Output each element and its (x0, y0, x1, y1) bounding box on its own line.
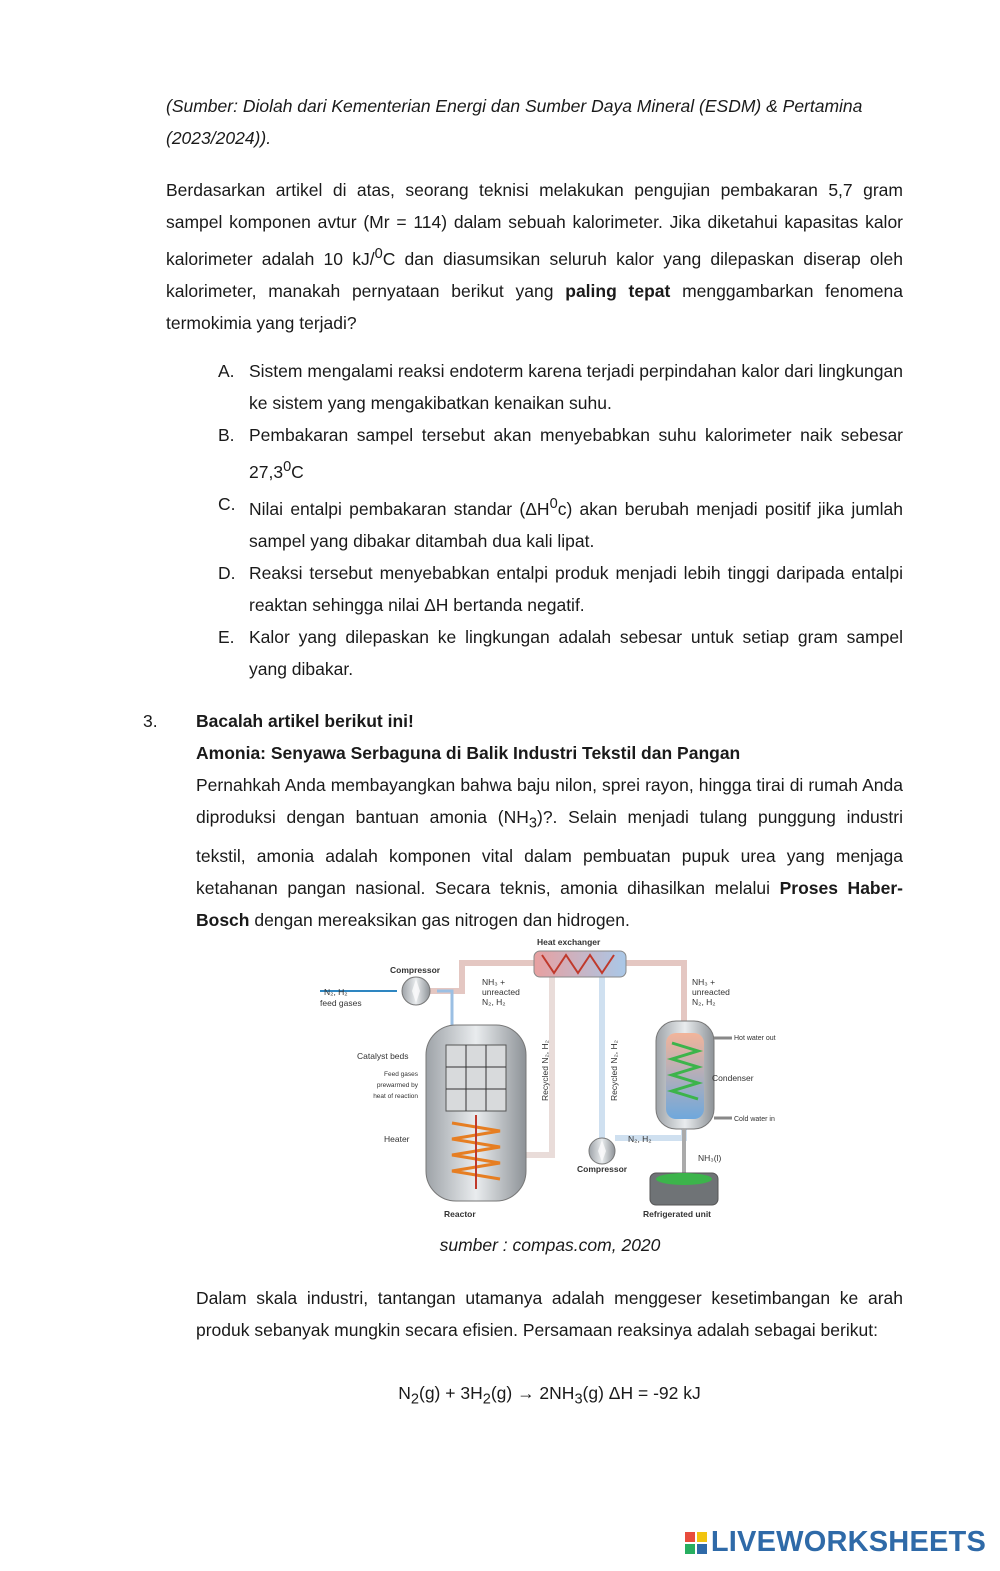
logo-icon (685, 1530, 709, 1556)
answer-options (218, 355, 903, 685)
emphasis: paling tepat (565, 280, 671, 301)
label-recycled-2: Recycled N₂, H₂ (609, 1040, 619, 1101)
label-compressor-bottom: Compressor (577, 1164, 628, 1174)
question-text: Berdasarkan artikel di atas, seorang teknisi melakukan pengujian pembakaran 5,7 gram sampel komponen avtur (Mr = 114) dalam sebuah kalorimeter. Jika diketahui kapasitas kalor kalorimeter adalah 10 kJ/$^0$C dan diasumsikan seluruh kalor yang dilepaskan diserap oleh kalorimeter, manakah pernyataan berikut yang paling tepat menggambarkan fenomena termokimia yang terjadi? (166, 180, 904, 333)
label-feed-warm-1: Feed gases (384, 1071, 418, 1078)
article-instruction: Bacalah artikel berikut ini! (196, 711, 414, 731)
label-nh3-right-1: NH₃ + (692, 977, 716, 987)
label-n2h2-bottom: N₂, H₂ (628, 1134, 652, 1144)
label-nh3-left-2: unreacted (482, 987, 520, 997)
haber-bosch-diagram (312, 933, 790, 1225)
label-feed-warm-3: heat of reaction (373, 1093, 418, 1100)
option-d[interactable]: D. Reaksi tersebut menyebabkan entalpi produk menjadi lebih tinggi daripada entalpi reaktan sehingga nilai ΔH bertanda negatif. (218, 562, 903, 615)
label-catalyst-beds: Catalyst beds (357, 1051, 409, 1061)
label-recycled-1: Recycled N₂, H₂ (540, 1040, 550, 1101)
label-nh3-left-1: NH₃ + (482, 977, 506, 987)
label-nh3-liquid: NH₃(l) (698, 1153, 722, 1163)
article-body: Pernahkah Anda membayangkan bahwa baju nilon, sprei rayon, hingga tirai di rumah Anda diproduksi dengan bantuan amonia $(NH_3)$?. Selain menjadi tulang punggung industri tekstil, amonia adalah komponen vital dalam pembuatan pupuk urea yang menjaga ketahanan pangan nasional. Secara teknis, amonia dihasilkan melalui Proses Haber-Bosch dengan mereaksikan gas nitrogen dan hidrogen. (196, 775, 904, 930)
label-nh3-right-3: N₂, H₂ (692, 997, 716, 1007)
label-cold-water-in: Cold water in (734, 1116, 775, 1123)
label-nh3-left-3: N₂, H₂ (482, 997, 506, 1007)
liveworksheets-logo[interactable] (685, 1526, 986, 1559)
paragraph-industry: Dalam skala industri, tantangan utamanya adalah menggeser kesetimbangan ke arah produk sebanyak mungkin secara efisien. Persamaan reaksinya adalah sebagai berikut: (196, 1288, 903, 1340)
article (196, 705, 903, 936)
option-e[interactable]: E. Kalor yang dilepaskan ke lingkungan adalah sebesar untuk setiap gram sampel yang dibakar. (218, 626, 903, 679)
source-note: (Sumber: Diolah dari Kementerian Energi dan Sumber Daya Mineral (ESDM) & Pertamina (2023/2024)). (166, 96, 863, 148)
label-hot-water-out: Hot water out (734, 1035, 776, 1042)
reaction-equation: $N_2(g) + 3H_2(g) \to 2NH_3(g) \Delta H = -92$ kJ (398, 1383, 701, 1408)
label-condenser: Condenser (712, 1073, 754, 1083)
label-feed-warm-2: prewarmed by (376, 1082, 418, 1089)
label-refrigerated-unit: Refrigerated unit (643, 1209, 712, 1219)
article-title: Amonia: Senyawa Serbaguna di Balik Industri Tekstil dan Pangan (196, 743, 741, 763)
figure-caption: sumber : compas.com, 2020 (439, 1235, 661, 1255)
option-a[interactable]: A. Sistem mengalami reaksi endoterm karena terjadi perpindahan kalor dari lingkungan ke sistem yang mengakibatkan kenaikan suhu. (218, 361, 903, 413)
question-number: 3. (143, 711, 158, 731)
label-heat-exchanger: Heat exchanger (537, 937, 601, 947)
label-nh3-right-2: unreacted (692, 987, 730, 997)
option-b[interactable]: B. Pembakaran sampel tersebut akan menyebabkan suhu kalorimeter naik sebesar 27,3$^0$C (218, 425, 903, 482)
option-c[interactable]: C. Nilai entalpi pembakaran standar $(\Delta H^0c)$ akan berubah menjadi positif jika jumlah sampel yang dibakar ditambah dua kali lipat. (218, 493, 903, 551)
label-feed-2: feed gases (320, 998, 362, 1008)
label-reactor: Reactor (444, 1209, 476, 1219)
logo-text: LIVEWORKSHEETS (710, 1526, 986, 1558)
label-feed-1: N₂, H₂ (324, 987, 348, 997)
label-heater: Heater (384, 1134, 410, 1144)
label-compressor: Compressor (390, 965, 441, 975)
